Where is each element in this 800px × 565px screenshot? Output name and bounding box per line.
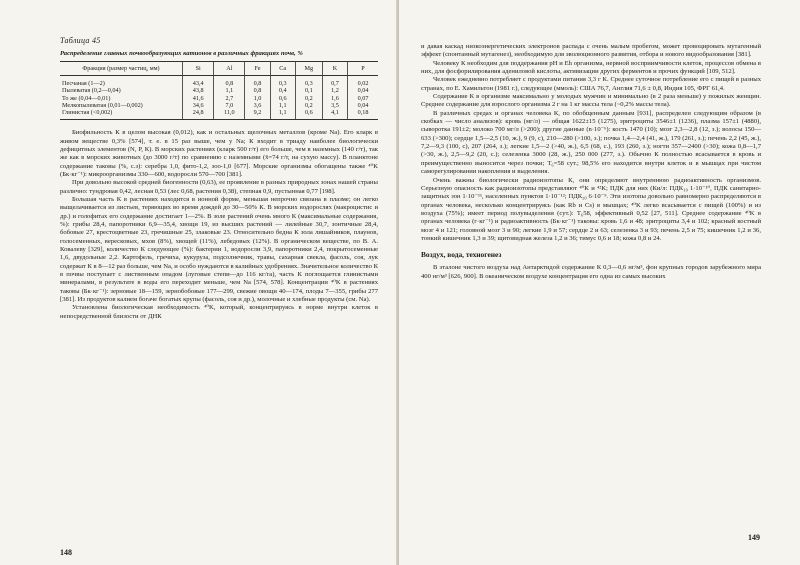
cell: 41,6 [183,95,214,102]
cell: 9,2 [245,109,270,120]
cell: 1,6 [322,95,347,102]
header-fraction: Фракция (размер частиц, мм) [60,62,183,76]
cell: 43,8 [183,87,214,94]
cell: 1,0 [245,95,270,102]
header-k: K [322,62,347,76]
table-row [60,95,378,102]
cell: 24,8 [183,109,214,120]
table-row [60,102,378,109]
cell: 4,1 [322,109,347,120]
cell: 0,3 [295,76,322,88]
cell: 0,07 [348,95,378,102]
cell: 0,18 [348,109,378,120]
header-ca: Ca [270,62,295,76]
table-row [60,109,378,120]
paragraph: В эталоне чистого воздуха над Антарктидой содержание К 0,3—0,6 нг/м³, фон крупных городов зарубежного мира 400 нг/м³ [626, 900]. В океаническом воздухе концентрация его одна из самых высоких [421,264,761,280]
header-p: P [348,62,378,76]
cell: Глинистая (<0,002) [60,109,183,120]
table-header-row [60,62,378,76]
cell: 0,8 [214,76,245,88]
left-page [0,0,399,565]
paragraph: Биофильность К в целом высокая (0,012), как и остальных щелочных металлов (кроме Na). Его кларк в живом веществе 0,3% [574], т. е. в 15 раз выше, чем у Na; К входит в триаду наиболее биологически дефицитных элементов (N, P, К). В морских растениях (кларк 500 г/т) его больше, чем в наземных (140 г/т), так же как в морских животных (до 3000 г/т) по сравнению с наземными (x̄=74 г/т, на сухую массу). В планктоне содержание таковы (%, с.з): серебра 1,0, фито-1,2, зоо-1,0 [677]. Морские организмы обогащены также ⁴⁰K (Бк·кг⁻¹): микроорганизмы 330—600, водоросли 570—700 [381]. [60,129,378,178]
header-mg: Mg [295,62,322,76]
table-number: Таблица 45 [60,36,101,45]
cell: 2,7 [214,95,245,102]
paragraph: Большая часть К в растениях находится в ионной форме, меньшая непрочно связана в плазме; он легко выщелачивается из листьев, теряющих во время дождей до 30—50% К. В морских водорослях (макроцистис и др.) и голофитах его содержание достигает 1—2%. В золе растений очень много К (максимальные содержания, %): грибы 28,4, папоротники 6,9—35,4, хвощи 19, из высших растений — лилейные 30,7, зонтичные 28,4, бобовые 27, крестоцветные 23, гречишные 25, злаковые 23. Относительно бедна К зола лишайников, плаунов, голосеменных, вересковых, мхов (8%), хвощей (11%), лебедовых (12%). В органическом веществе, по В. А. Ковалеву [329], количество К следующее (%): бактерии 1, водоросли 3,9, папоротники 2,4, покрытосеменные 1,6, двудольные 2,2. Картофель, гречиха, кукуруза, подсолнечник, травы, сахарная свекла, фасоль, соя, лук содержат К в 8—12 раз больше, чем Na, и особо нуждаются в калийных удобрениях. Значительное количество К в почвы поступает с лиственным опадом (луговые степи—до 116 кг/га), часть К поглощается глинистыми минералами, в результате в воды его переходит меньше, чем Na [574, 578]. Концентрации ⁴⁰K в растениях таковы (Бк·кг⁻¹): зерновые 18—159, зернобобовые 177—299, свежие овощи 40—174, плоды 7—355, грибы 277 [381]. Из продуктов калием богаче богатых крупы (фасоль, соя и др.), молочные и хлебные продукты (см. Na). [60,195,378,304]
cell: 0,8 [245,87,270,94]
cell: 0,7 [322,76,347,88]
cell: 0,6 [295,109,322,120]
paragraph: В различных средах и органах человека К, по обобщенным данным [931], распределен следующим образом (в скобках — число анализов): кровь (мг/л) — общая 1622±15 (1275), эритроциты 3546±1 (1236), плазма 157±1 (4880), сыворотка 191±2; молоко 700 мг/л (>200); другие данные (n·10⁻⁶): кость 1470 (10); мозг 2,3—2,8 (12, з.); волосы 150—633 (>300); сердце 1,5—2,5 (10, ж.), 9 (9, с), 210—280 (>100, з.); почка 1,4—2,4 (41, ж.), 179 (261, з.); печень 2,2 (45, ж.), 7,2—9,3 (100, с), 207 (264, з.); легкие 1,5—2 (>40, ж.), 6,5 (68, с.), 193 (260, з.); ногти 357—2400 (>30); кожа 0,8—1,7 (>30, ж.), 2,5—9,2 (20, с.); селезенка 3000 (28, ж.), 250 000 (277, з.). Обычно К полностью всасывается в кровь и преимущественно выносится через почки; T₆=58 сут.; 98,5% его находится внутри клеток и в мышцах при чистом саморегулировании накопления и выделения. [421,109,761,176]
right-page [399,0,800,565]
paragraph: Очень важны биологически радиоизотопы К, они определяют внутреннюю радиоактивность организмов. Серьезную опасность как радиоизотопы представляют ⁴⁰K и ⁴²K; ПДК для них (Ки/л: ПДК₁₀ 1·10⁻¹⁰, ПДК санитарно-защитных зон 1·10⁻¹¹, населенных пунктов 1·10⁻¹²; ПДК₂₀ 6·10⁻⁹. Эти изотопы довольно равномерно распределяются в органах человека, несколько концентрируясь (как Rb и Cs) в мышцах; ⁴⁰K легко всасывается с пищей (100%) и из воздуха (75%); имеет период полувыделения (сут.): T₆58, эффективный 0,52 [27, 511]. Среднее содержание ⁴⁰K в органах человека (г·кг⁻¹) и радиоактивность (Бк·кг⁻¹) таковы: кровь 1,6 и 48; эритроциты 3,4 и 102; красный костный мозг 4 и 121; головной мозг 3 и 90; легкие 1,9 и 57; сердце 2 и 63; селезенка 3 и 93; печень 2,5 и 75; кишечник 1,2 и 36, тонкий кишечник 1,3 и 39; щитовидная железа 1,2 и 36; тимус 0,6 и 18; кожа 0,8 и 24. [421,176,761,242]
table-caption: Распределение главных почвообразующих катионов в различных фракциях почв, % [60,50,303,57]
cell: 0,1 [295,87,322,94]
cell: Песчаная (1—2) [62,80,105,88]
left-page-column [60,36,378,321]
page-number: 148 [60,548,72,557]
page-number: 149 [748,533,760,542]
table-row [60,76,378,88]
cell: 7,0 [214,102,245,109]
cell: 0,3 [270,76,295,88]
cell: 3,6 [245,102,270,109]
right-page-column [421,43,761,281]
cation-distribution-table [60,61,378,120]
paragraph: и давая каскад низкоэнергетических электронов распада с очень малым пробегом, может провоцировать мутагенный эффект (спонтанный мутагенез), необходимую для эволюционного развития, отбора и нового видообразования [381]. [421,43,761,59]
cell: 0,8 [245,76,270,88]
paragraph: Человек ежедневно потребляет с продуктами питания 3,3 г К. Среднее суточное потребление его с пищей в разных странах, по Е. Хамильтон (1981 г.), следующее (ммоль): США 76,7, Англия 71,6 ± 0,8, Индия 105, ФРГ 61,4. [421,76,761,92]
cell: 0,6 [270,95,295,102]
cell: 0,04 [348,102,378,109]
cell: 0,04 [348,87,378,94]
cell: 11,0 [214,109,245,120]
cell: То же (0,04—0,01) [62,94,111,102]
header-si: Si [183,62,214,76]
paragraph: Установлена биологическая необходимость ⁴⁰K, который, концентрируясь в норме внутри клеток в непосредственной близости от ДНК [60,304,378,320]
section-heading: Воздух, вода, техногенез [421,250,502,260]
cell: 1,1 [214,87,245,94]
cell: 0,2 [295,95,322,102]
paragraph: При довольно высокой средней биогенности (0,63), ее проявление в разных природных зонах нашей страны различно: тундровая 0,42, лесная 0,53 (лес 0,68, растения 0,38), степная 0,9, пустынная 0,77 [198]. [60,179,378,195]
cell: 0,02 [348,76,378,88]
cell: 0,2 [295,102,322,109]
paragraph: Содержание К в организме максимально у молодых мужчин и минимально (в 2 раза меньше) у пожилых женщин. Среднее содержание для взрослого организма 2 г на 1 кг массы тела (~0,2% массы тела). [421,93,761,109]
cell: 1,1 [270,102,295,109]
cell: 0,4 [270,87,295,94]
cell: 43,4 [183,76,214,88]
paragraph: Человеку К необходим для поддержания pH и Eh организма, нервной восприимчивости клеток, процессов обмена в них, для фосфорилирования адениловой кислоты, активизации других ферментов и прочих функций [109, 512]. [421,59,761,76]
table-row [60,87,378,94]
header-al: Al [214,62,245,76]
cell: Пылеватая (0,2—0,04) [62,87,121,95]
header-fe: Fe [245,62,270,76]
cell: 3,5 [322,102,347,109]
cell: Мелкопылеватая (0,01—0,002) [62,101,143,109]
cell: 1,2 [322,87,347,94]
cell: 1,1 [270,109,295,120]
cell: 34,6 [183,102,214,109]
